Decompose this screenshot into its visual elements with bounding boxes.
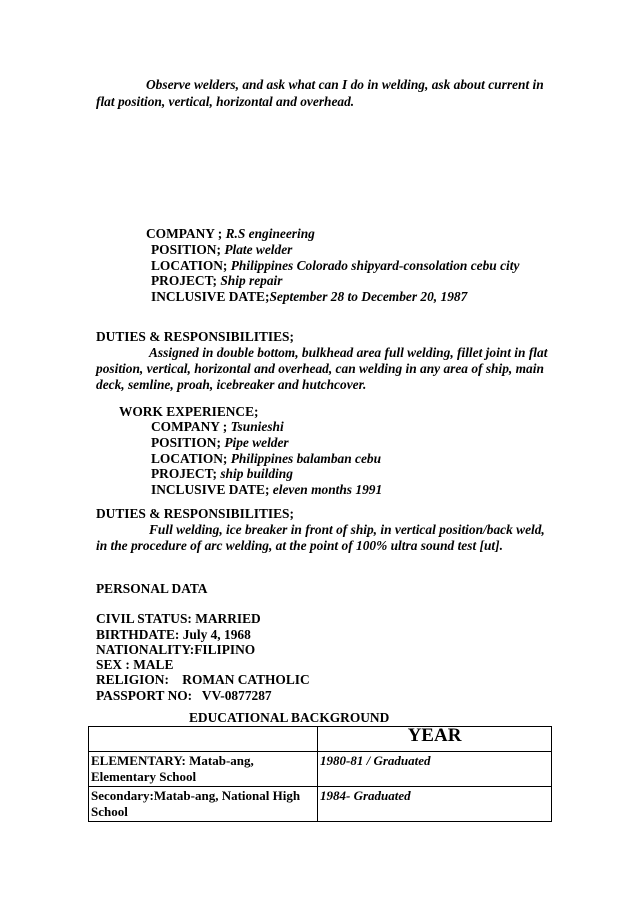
duties1-line-3: deck, semline, proah, icebreaker and hutchcover. (96, 377, 367, 392)
project-value: Ship repair (220, 273, 283, 288)
job1-project (151, 273, 282, 289)
location-value: Philippines Colorado shipyard-consolation cebu city (230, 258, 520, 273)
job1-company (146, 226, 315, 242)
company-label: COMPANY ; (151, 419, 228, 434)
position-value: Plate welder (224, 242, 293, 257)
intro-line-1: Observe welders, and ask what can I do in welding, ask about current in (146, 77, 544, 92)
company-label: COMPANY ; (146, 226, 223, 241)
table-row (89, 787, 552, 822)
job2-project (151, 466, 293, 482)
work-experience-heading: WORK EXPERIENCE; (119, 404, 259, 419)
school-line-2: School (91, 804, 128, 819)
duties1-line-2: position, vertical, horizontal and overhead, can welding in any area of ship, main (96, 361, 544, 376)
location-value: Philippines balamban cebu (230, 451, 382, 466)
project-value: ship building (220, 466, 293, 481)
duties2-heading: DUTIES & RESPONSIBILITIES; (96, 506, 294, 521)
job1-location (151, 258, 519, 274)
school-line-1: Secondary:Matab-ang, National High (91, 788, 301, 803)
school-header-cell (89, 727, 318, 752)
project-label: PROJECT; (151, 273, 217, 288)
duties1-line-1: Assigned in double bottom, bulkhead area full welding, fillet joint in flat (149, 345, 548, 360)
civil-status: CIVIL STATUS: MARRIED (96, 611, 261, 626)
education-heading: EDUCATIONAL BACKGROUND (189, 710, 390, 725)
nationality: NATIONALITY:FILIPINO (96, 642, 256, 657)
duties2-line-2: in the procedure of arc welding, at the point of 100% ultra sound test [ut]. (96, 538, 503, 553)
table-row (89, 752, 552, 787)
passport: PASSPORT NO: VV-0877287 (96, 688, 272, 703)
location-label: LOCATION; (151, 451, 228, 466)
intro-line-2: flat position, vertical, horizontal and overhead. (96, 94, 355, 109)
education-table (88, 726, 552, 822)
table-header-row (89, 727, 552, 752)
year-cell: 1984- Graduated (318, 787, 552, 822)
job2-date (151, 482, 382, 498)
position-label: POSITION; (151, 435, 221, 450)
year-header: YEAR (318, 727, 552, 752)
date-label: INCLUSIVE DATE; (151, 289, 270, 304)
job2-location (151, 451, 381, 467)
personal-heading: PERSONAL DATA (96, 581, 208, 596)
duties1-heading: DUTIES & RESPONSIBILITIES; (96, 329, 294, 344)
year-cell: 1980-81 / Graduated (318, 752, 552, 787)
religion: RELIGION: ROMAN CATHOLIC (96, 672, 310, 687)
duties2-line-1: Full welding, ice breaker in front of ship, in vertical position/back weld, (149, 522, 545, 537)
school-line-2: Elementary School (91, 769, 197, 784)
job1-date (151, 289, 467, 305)
job2-company (151, 419, 284, 435)
position-value: Pipe welder (224, 435, 289, 450)
school-cell (89, 787, 318, 822)
date-value: eleven months 1991 (272, 482, 383, 497)
birthdate: BIRTHDATE: July 4, 1968 (96, 627, 251, 642)
location-label: LOCATION; (151, 258, 228, 273)
job2-position (151, 435, 289, 451)
date-value: September 28 to December 20, 1987 (269, 289, 468, 304)
company-value: R.S engineering (225, 226, 315, 241)
school-line-1: ELEMENTARY: Matab-ang, (91, 753, 254, 768)
company-value: Tsunieshi (230, 419, 284, 434)
position-label: POSITION; (151, 242, 221, 257)
job1-position (151, 242, 292, 258)
school-cell (89, 752, 318, 787)
project-label: PROJECT; (151, 466, 217, 481)
sex: SEX : MALE (96, 657, 174, 672)
date-label: INCLUSIVE DATE; (151, 482, 270, 497)
